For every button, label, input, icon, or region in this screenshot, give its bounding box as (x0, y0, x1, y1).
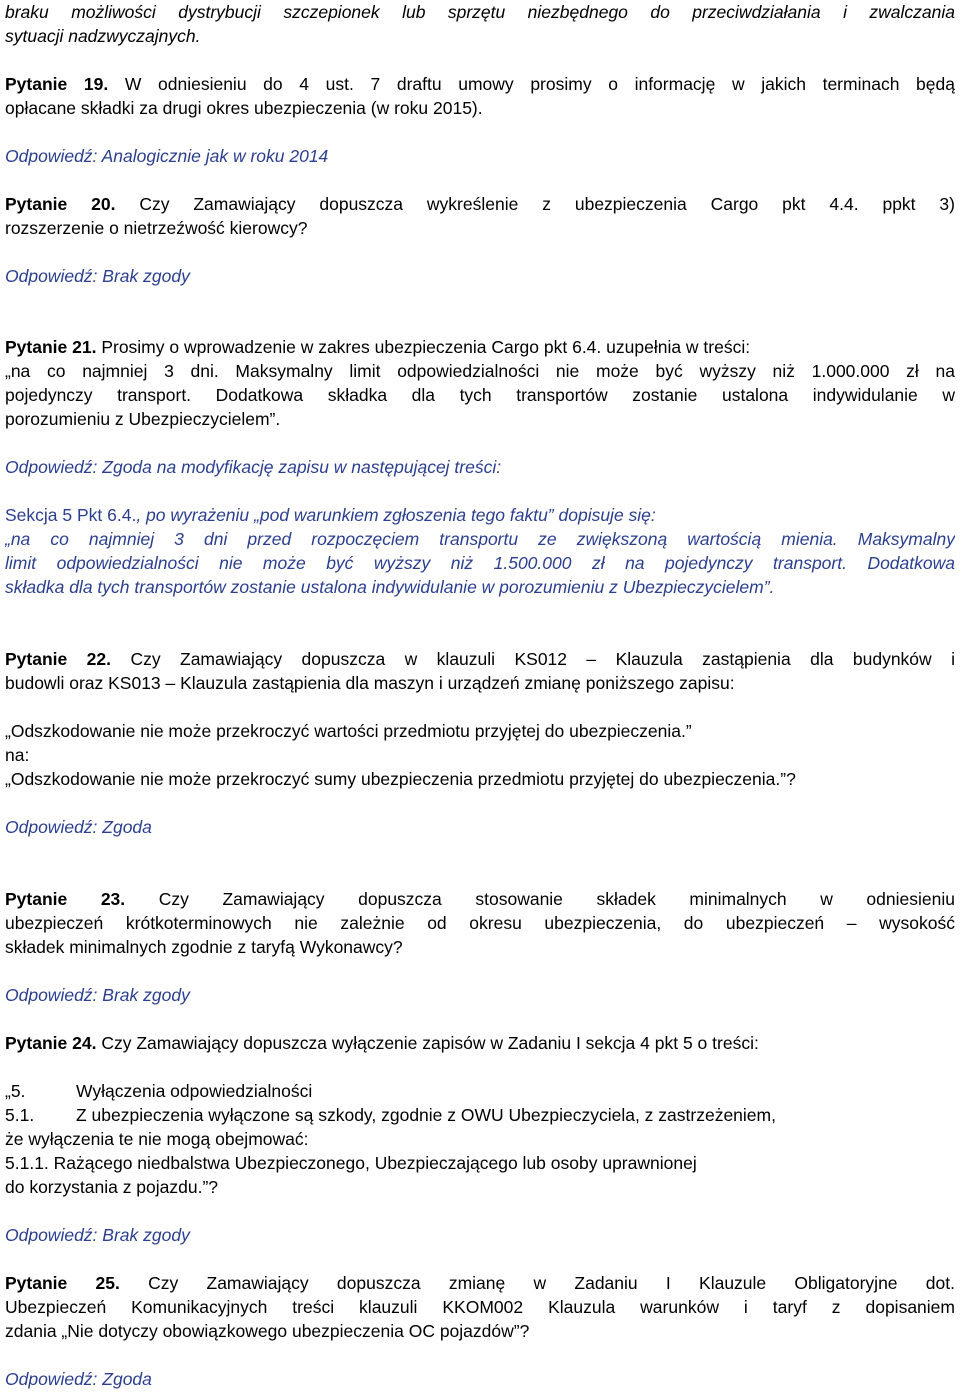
answer-22: Odpowiedź: Zgoda (5, 817, 152, 837)
question-23 (5, 887, 955, 911)
question-text: Czy Zamawiający dopuszcza stosowanie składek minimalnych w odniesieniu (125, 889, 955, 909)
quoted-line: że wyłączenia te nie mogą obejmować: (5, 1129, 309, 1149)
answer-20: Odpowiedź: Brak zgody (5, 266, 190, 286)
question-text: Czy Zamawiający dopuszcza wyłączenie zapisów w Zadaniu I sekcja 4 pkt 5 o treści: (96, 1033, 759, 1053)
question-text-line: porozumieniu z Ubezpieczycielem”. (5, 409, 281, 429)
question-text: Czy Zamawiający dopuszcza zmianę w Zadaniu I Klauzule Obligatoryjne dot. (119, 1273, 955, 1293)
quoted-line: 5.1.1. Rażącego niedbalstwa Ubezpieczonego, Ubezpieczającego lub osoby uprawnionej (5, 1153, 697, 1173)
question-text-line: pojedynczy transport. Dodatkowa składka dla tych transportów zostanie ustalona indywidulanie w (5, 385, 955, 405)
answer-25: Odpowiedź: Zgoda (5, 1369, 152, 1389)
question-text-line: Ubezpieczeń Komunikacyjnych treści klauzuli KKOM002 Klauzula warunków i taryf z dopisaniem (5, 1297, 955, 1317)
answer-text: , po wyrażeniu „pod warunkiem zgłoszenia tego faktu” dopisuje się: (136, 505, 656, 525)
answer-section-line (5, 503, 955, 527)
answer-text-line: „na co najmniej 3 dni przed rozpoczęciem transportu ze zwiększoną wartością mienia. Maksymalny (5, 529, 955, 549)
question-text-line: zdania „Nie dotyczy obowiązkowego ubezpieczenia OC pojazdów”? (5, 1321, 530, 1341)
question-21 (5, 335, 955, 359)
answer-24: Odpowiedź: Brak zgody (5, 1225, 190, 1245)
question-text-line: na: (5, 745, 30, 765)
item-number: „5. (5, 1081, 26, 1101)
answer-text-line: składka dla tych transportów zostanie ustalona indywidulanie w porozumieniu z Ubezpieczycielem”. (5, 577, 775, 597)
question-label: Pytanie 24. (5, 1033, 97, 1053)
quoted-item (5, 1079, 955, 1103)
question-text-line: „na co najmniej 3 dni. Maksymalny limit odpowiedzialności nie może być wyższy niż 1.000.000 zł na (5, 361, 955, 381)
quoted-item (5, 1103, 955, 1127)
item-text: Z ubezpieczenia wyłączone są szkody, zgodnie z OWU Ubezpieczyciela, z zastrzeżeniem, (76, 1105, 776, 1125)
question-text: W odniesieniu do 4 ust. 7 draftu umowy prosimy o informację w jakich terminach będą (108, 74, 955, 94)
question-label: Pytanie 21. (5, 337, 97, 357)
answer-19: Odpowiedź: Analogicznie jak w roku 2014 (5, 146, 329, 166)
paragraph-line: braku możliwości dystrybucji szczepionek lub sprzętu niezbędnego do przeciwdziałania i zwalczania (5, 2, 955, 22)
question-text-line: opłacane składki za drugi okres ubezpieczenia (w roku 2015). (5, 98, 483, 118)
question-25 (5, 1271, 955, 1295)
question-text: Prosimy o wprowadzenie w zakres ubezpieczenia Cargo pkt 6.4. uzupełnia w treści: (96, 337, 751, 357)
answer-text-line: limit odpowiedzialności nie może być wyższy niż 1.500.000 zł na pojedynczy transport. Dodatkowa (5, 553, 955, 573)
question-label: Pytanie 23. (5, 889, 126, 909)
section-ref: Sekcja 5 Pkt 6.4. (5, 505, 137, 525)
question-text: Czy Zamawiający dopuszcza wykreślenie z ubezpieczenia Cargo pkt 4.4. ppkt 3) (115, 194, 955, 214)
question-text-line: składek minimalnych zgodnie z taryfą Wykonawcy? (5, 937, 403, 957)
question-text-line: budowli oraz KS013 – Klauzula zastąpienia dla maszyn i urządzeń zmianę poniższego zapisu: (5, 673, 735, 693)
question-19 (5, 72, 955, 96)
answer-21: Odpowiedź: Zgoda na modyfikację zapisu w następującej treści: (5, 457, 502, 477)
question-20 (5, 192, 955, 216)
question-label: Pytanie 19. (5, 74, 109, 94)
question-text-line: ubezpieczeń krótkoterminowych nie zależnie od okresu ubezpieczenia, do ubezpieczeń – wysokość (5, 913, 955, 933)
answer-23: Odpowiedź: Brak zgody (5, 985, 190, 1005)
question-label: Pytanie 25. (5, 1273, 120, 1293)
question-text-line: „Odszkodowanie nie może przekroczyć sumy ubezpieczenia przedmiotu przyjętej do ubezpieczenia.”? (5, 769, 796, 789)
question-text-line: „Odszkodowanie nie może przekroczyć wartości przedmiotu przyjętej do ubezpieczenia.” (5, 721, 692, 741)
paragraph-line: sytuacji nadzwyczajnych. (5, 26, 201, 46)
quoted-line: do korzystania z pojazdu.”? (5, 1177, 219, 1197)
question-22 (5, 647, 955, 671)
question-24 (5, 1031, 955, 1055)
item-number: 5.1. (5, 1105, 35, 1125)
item-text: Wyłączenia odpowiedzialności (76, 1081, 313, 1101)
question-text-line: rozszerzenie o nietrzeźwość kierowcy? (5, 218, 308, 238)
question-label: Pytanie 20. (5, 194, 116, 214)
question-text: Czy Zamawiający dopuszcza w klauzuli KS012 – Klauzula zastąpienia dla budynków i (111, 649, 955, 669)
question-label: Pytanie 22. (5, 649, 112, 669)
